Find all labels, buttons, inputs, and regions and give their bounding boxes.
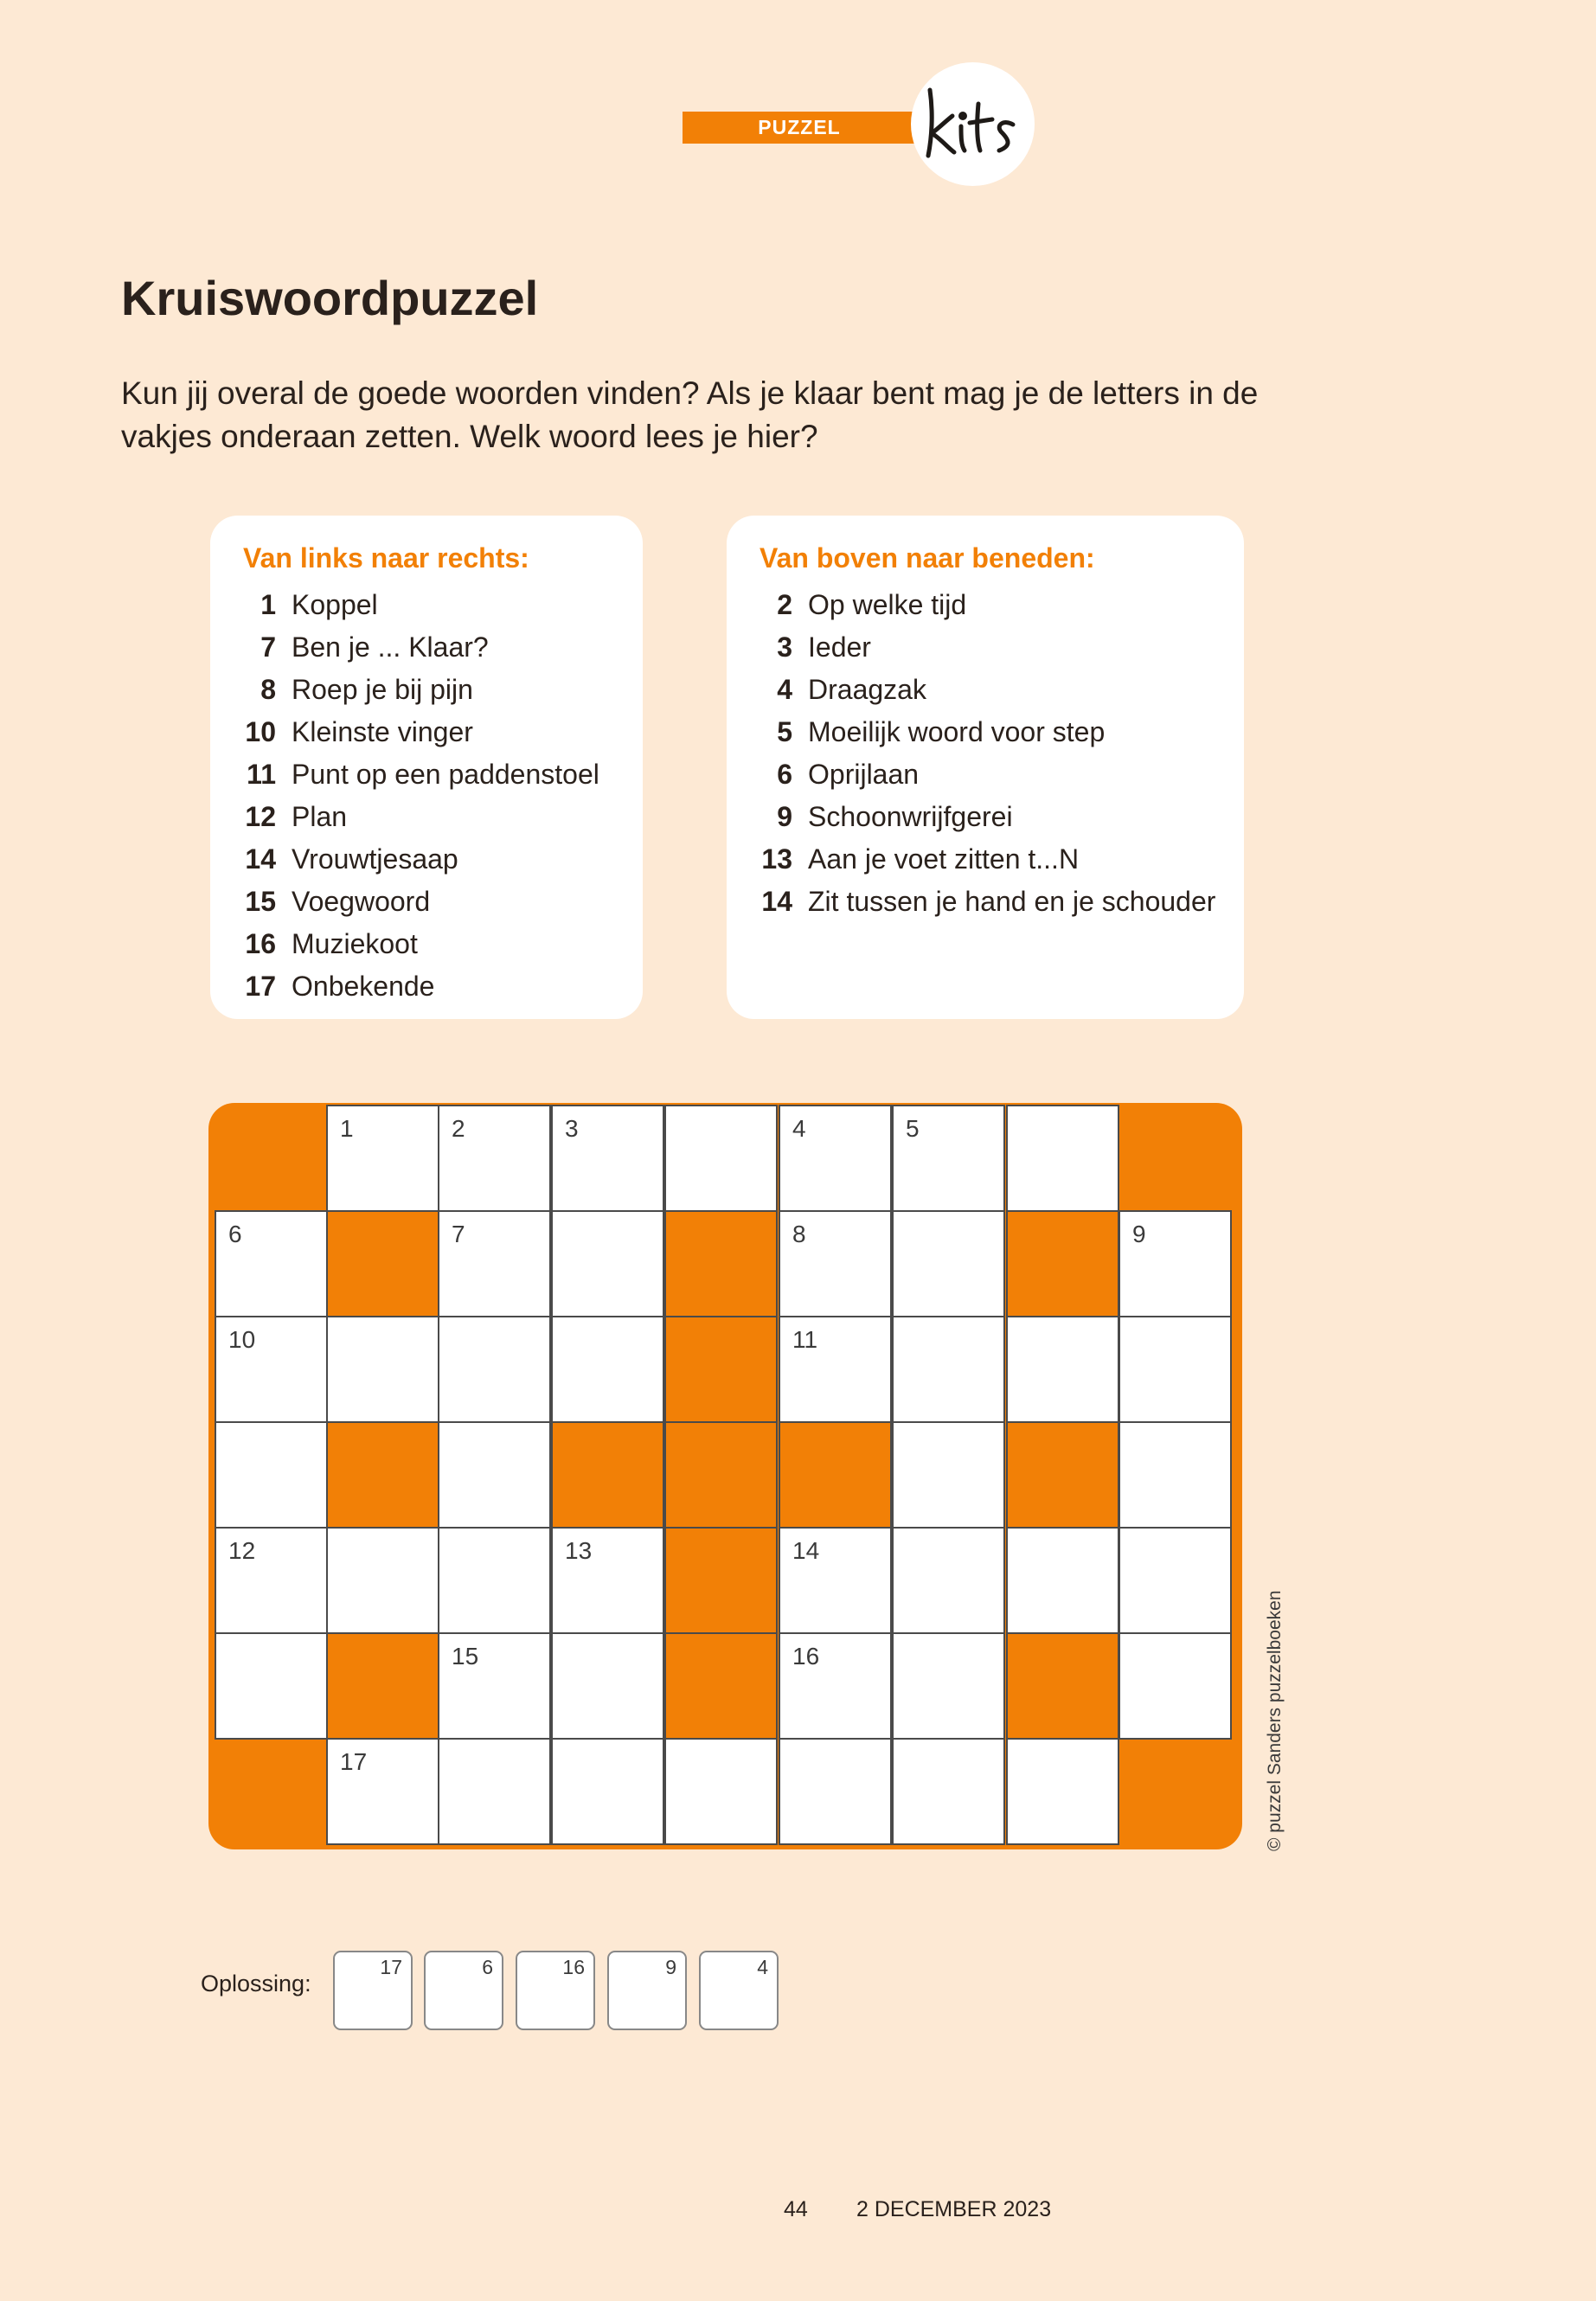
- down-clue-2: [760, 584, 1244, 626]
- clue-text: Oprijlaan: [808, 759, 920, 790]
- grid-cell-r6-c7[interactable]: [892, 1632, 1005, 1740]
- grid-cell-r1-c9: [1118, 1105, 1232, 1212]
- clue-number: 10: [245, 716, 276, 747]
- grid-cell-r4-c9[interactable]: [1118, 1421, 1232, 1529]
- down-clues-box: [727, 516, 1244, 1019]
- clue-number: 7: [260, 631, 276, 663]
- cell-number: 9: [1132, 1221, 1146, 1247]
- solution-box-number: 4: [757, 1956, 768, 1978]
- clue-number: 8: [260, 674, 276, 705]
- clue-text: Moeilijk woord voor step: [808, 716, 1106, 747]
- grid-cell-r6-c1[interactable]: [215, 1632, 328, 1740]
- grid-cell-r7-c7[interactable]: [892, 1738, 1005, 1845]
- grid-cell-r5-c4[interactable]: [551, 1527, 664, 1634]
- down-clue-14: [760, 881, 1244, 923]
- across-clue-7: [243, 626, 643, 669]
- solution-box-3[interactable]: [516, 1951, 595, 2030]
- solution-box-1[interactable]: [333, 1951, 413, 2030]
- across-clue-12: [243, 796, 643, 838]
- down-clue-4: [760, 669, 1244, 711]
- clue-text: Muziekoot: [292, 928, 418, 959]
- grid-cell-r6-c8: [1006, 1632, 1119, 1740]
- solution-box-number: 16: [562, 1956, 585, 1978]
- cell-number: 6: [228, 1221, 242, 1247]
- clue-number: 2: [777, 589, 792, 620]
- grid-cell-r3-c4[interactable]: [551, 1316, 664, 1423]
- kits-logo-script: [911, 62, 1035, 186]
- grid-cell-r6-c4[interactable]: [551, 1632, 664, 1740]
- across-clue-14: [243, 838, 643, 881]
- grid-cell-r6-c5: [664, 1632, 778, 1740]
- cell-number: 3: [565, 1115, 579, 1142]
- grid-cell-r6-c9[interactable]: [1118, 1632, 1232, 1740]
- clue-text: Kleinste vinger: [292, 716, 473, 747]
- grid-cell-r5-c1[interactable]: [215, 1527, 328, 1634]
- grid-cell-r7-c8[interactable]: [1006, 1738, 1119, 1845]
- issue-date: 2 DECEMBER 2023: [856, 2197, 1052, 2221]
- clue-text: Draagzak: [808, 674, 926, 705]
- crossword-grid: [208, 1103, 1242, 1849]
- cell-number: 10: [228, 1326, 256, 1353]
- clue-number: 15: [245, 886, 276, 917]
- clue-number: 3: [777, 631, 792, 663]
- grid-cell-r7-c2[interactable]: [326, 1738, 439, 1845]
- grid-cell-r3-c9[interactable]: [1118, 1316, 1232, 1423]
- clue-text: Aan je voet zitten t...N: [808, 843, 1080, 875]
- clue-number: 9: [777, 801, 792, 832]
- down-clue-9: [760, 796, 1244, 838]
- cell-number: 2: [452, 1115, 465, 1142]
- cell-number: 15: [452, 1643, 479, 1670]
- grid-cell-r7-c6[interactable]: [779, 1738, 892, 1845]
- solution-box-number: 17: [380, 1956, 402, 1978]
- clue-text: Ben je ... Klaar?: [292, 631, 489, 663]
- down-clue-13: [760, 838, 1244, 881]
- cell-number: 14: [792, 1537, 820, 1564]
- intro-text: Kun jij overal de goede woorden vinden? Als je klaar bent mag je de letters in de vakjes onderaan zetten. Welk woord lees je hier?: [121, 375, 1259, 454]
- grid-cell-r6-c2: [326, 1632, 439, 1740]
- cell-number: 5: [906, 1115, 920, 1142]
- across-clue-11: [243, 753, 643, 796]
- grid-cell-r4-c3[interactable]: [438, 1421, 551, 1529]
- grid-cell-r4-c8: [1006, 1421, 1119, 1529]
- grid-cell-r3-c1[interactable]: [215, 1316, 328, 1423]
- solution-box-4[interactable]: [607, 1951, 687, 2030]
- grid-cell-r2-c7[interactable]: [892, 1210, 1005, 1317]
- page-number: 44: [784, 2197, 808, 2221]
- grid-cell-r7-c5[interactable]: [664, 1738, 778, 1845]
- grid-cell-r3-c6[interactable]: [779, 1316, 892, 1423]
- grid-cell-r4-c6: [779, 1421, 892, 1529]
- grid-cell-r1-c4[interactable]: [551, 1105, 664, 1212]
- across-clues-box: [210, 516, 643, 1019]
- grid-cell-r6-c3[interactable]: [438, 1632, 551, 1740]
- down-clue-5: [760, 711, 1244, 753]
- clue-text: Zit tussen je hand en je schouder: [808, 886, 1216, 917]
- clue-number: 4: [777, 674, 792, 705]
- section-label: PUZZEL: [683, 112, 916, 144]
- cell-number: 1: [340, 1115, 354, 1142]
- page-footer: [784, 2197, 1051, 2222]
- clue-number: 12: [245, 801, 276, 832]
- clue-text: Plan: [292, 801, 348, 832]
- grid-cell-r4-c7[interactable]: [892, 1421, 1005, 1529]
- cell-number: 13: [565, 1537, 593, 1564]
- grid-cell-r2-c9[interactable]: [1118, 1210, 1232, 1317]
- grid-cell-r1-c7[interactable]: [892, 1105, 1005, 1212]
- across-clue-16: [243, 923, 643, 965]
- solution-box-5[interactable]: [699, 1951, 779, 2030]
- kits-logo: [911, 62, 1035, 186]
- grid-cell-r1-c6[interactable]: [779, 1105, 892, 1212]
- clue-number: 11: [247, 759, 276, 790]
- copyright-note: © puzzel Sanders puzzelboeken: [1265, 1590, 1285, 1851]
- down-clue-6: [760, 753, 1244, 796]
- grid-cell-r6-c6[interactable]: [779, 1632, 892, 1740]
- grid-cell-r2-c5: [664, 1210, 778, 1317]
- cell-number: 7: [452, 1221, 465, 1247]
- clue-number: 13: [761, 843, 792, 875]
- grid-cell-r7-c1: [215, 1738, 328, 1845]
- clue-number: 14: [761, 886, 792, 917]
- across-clue-17: [243, 965, 643, 1008]
- across-clue-list: [243, 584, 643, 1008]
- grid-cell-r1-c3[interactable]: [438, 1105, 551, 1212]
- grid-cell-r5-c9[interactable]: [1118, 1527, 1232, 1634]
- clue-number: 16: [245, 928, 276, 959]
- grid-cell-r3-c2[interactable]: [326, 1316, 439, 1423]
- grid-cell-r2-c8: [1006, 1210, 1119, 1317]
- cell-number: 11: [792, 1326, 818, 1353]
- clue-text: Onbekende: [292, 971, 435, 1002]
- grid-cell-r3-c8[interactable]: [1006, 1316, 1119, 1423]
- clue-text: Voegwoord: [292, 886, 431, 917]
- grid-cell-r1-c1: [215, 1105, 328, 1212]
- grid-cell-r4-c2: [326, 1421, 439, 1529]
- clue-text: Punt op een paddenstoel: [292, 759, 599, 790]
- grid-cell-r2-c2: [326, 1210, 439, 1317]
- grid-cell-r2-c6[interactable]: [779, 1210, 892, 1317]
- grid-cell-r5-c8[interactable]: [1006, 1527, 1119, 1634]
- grid-cell-r2-c1[interactable]: [215, 1210, 328, 1317]
- grid-cell-r1-c8[interactable]: [1006, 1105, 1119, 1212]
- solution-box-number: 9: [665, 1956, 676, 1978]
- grid-cell-r1-c5[interactable]: [664, 1105, 778, 1212]
- clue-text: Op welke tijd: [808, 589, 967, 620]
- grid-cell-r4-c5: [664, 1421, 778, 1529]
- grid-cell-r5-c2[interactable]: [326, 1527, 439, 1634]
- grid-cell-r5-c5: [664, 1527, 778, 1634]
- solution-box-2[interactable]: [424, 1951, 503, 2030]
- grid-cell-r2-c3[interactable]: [438, 1210, 551, 1317]
- across-clue-8: [243, 669, 643, 711]
- across-heading: Van links naar rechts:: [243, 542, 529, 574]
- grid-cell-r5-c7[interactable]: [892, 1527, 1005, 1634]
- clue-number: 17: [245, 971, 276, 1002]
- grid-cell-r4-c4: [551, 1421, 664, 1529]
- grid-cell-r1-c2[interactable]: [326, 1105, 439, 1212]
- clue-number: 14: [245, 843, 276, 875]
- solution-box-number: 6: [482, 1956, 493, 1978]
- across-clue-1: [243, 584, 643, 626]
- down-clue-list: [760, 584, 1244, 923]
- grid-cell-r3-c3[interactable]: [438, 1316, 551, 1423]
- grid-cell-r2-c4[interactable]: [551, 1210, 664, 1317]
- cell-number: 16: [792, 1643, 820, 1670]
- down-clue-3: [760, 626, 1244, 669]
- clue-text: Vrouwtjesaap: [292, 843, 458, 875]
- page-title: Kruiswoordpuzzel: [121, 271, 539, 325]
- clue-text: Roep je bij pijn: [292, 674, 473, 705]
- clue-number: 6: [777, 759, 792, 790]
- clue-text: Ieder: [808, 631, 871, 663]
- grid-cell-r7-c4[interactable]: [551, 1738, 664, 1845]
- grid-cell-r7-c3[interactable]: [438, 1738, 551, 1845]
- grid-cell-r4-c1[interactable]: [215, 1421, 328, 1529]
- cell-number: 8: [792, 1221, 806, 1247]
- grid-cell-r3-c5: [664, 1316, 778, 1423]
- cell-number: 17: [340, 1748, 368, 1775]
- cell-number: 4: [792, 1115, 806, 1142]
- grid-cell-r5-c3[interactable]: [438, 1527, 551, 1634]
- across-clue-10: [243, 711, 643, 753]
- solution-label: Oplossing:: [201, 1971, 311, 1997]
- clue-number: 5: [777, 716, 792, 747]
- cell-number: 12: [228, 1537, 256, 1564]
- down-heading: Van boven naar beneden:: [760, 542, 1095, 574]
- across-clue-15: [243, 881, 643, 923]
- clue-text: Koppel: [292, 589, 378, 620]
- clue-text: Schoonwrijfgerei: [808, 801, 1013, 832]
- grid-cell-r3-c7[interactable]: [892, 1316, 1005, 1423]
- grid-cell-r7-c9: [1118, 1738, 1232, 1845]
- grid-cell-r5-c6[interactable]: [779, 1527, 892, 1634]
- clue-number: 1: [260, 589, 276, 620]
